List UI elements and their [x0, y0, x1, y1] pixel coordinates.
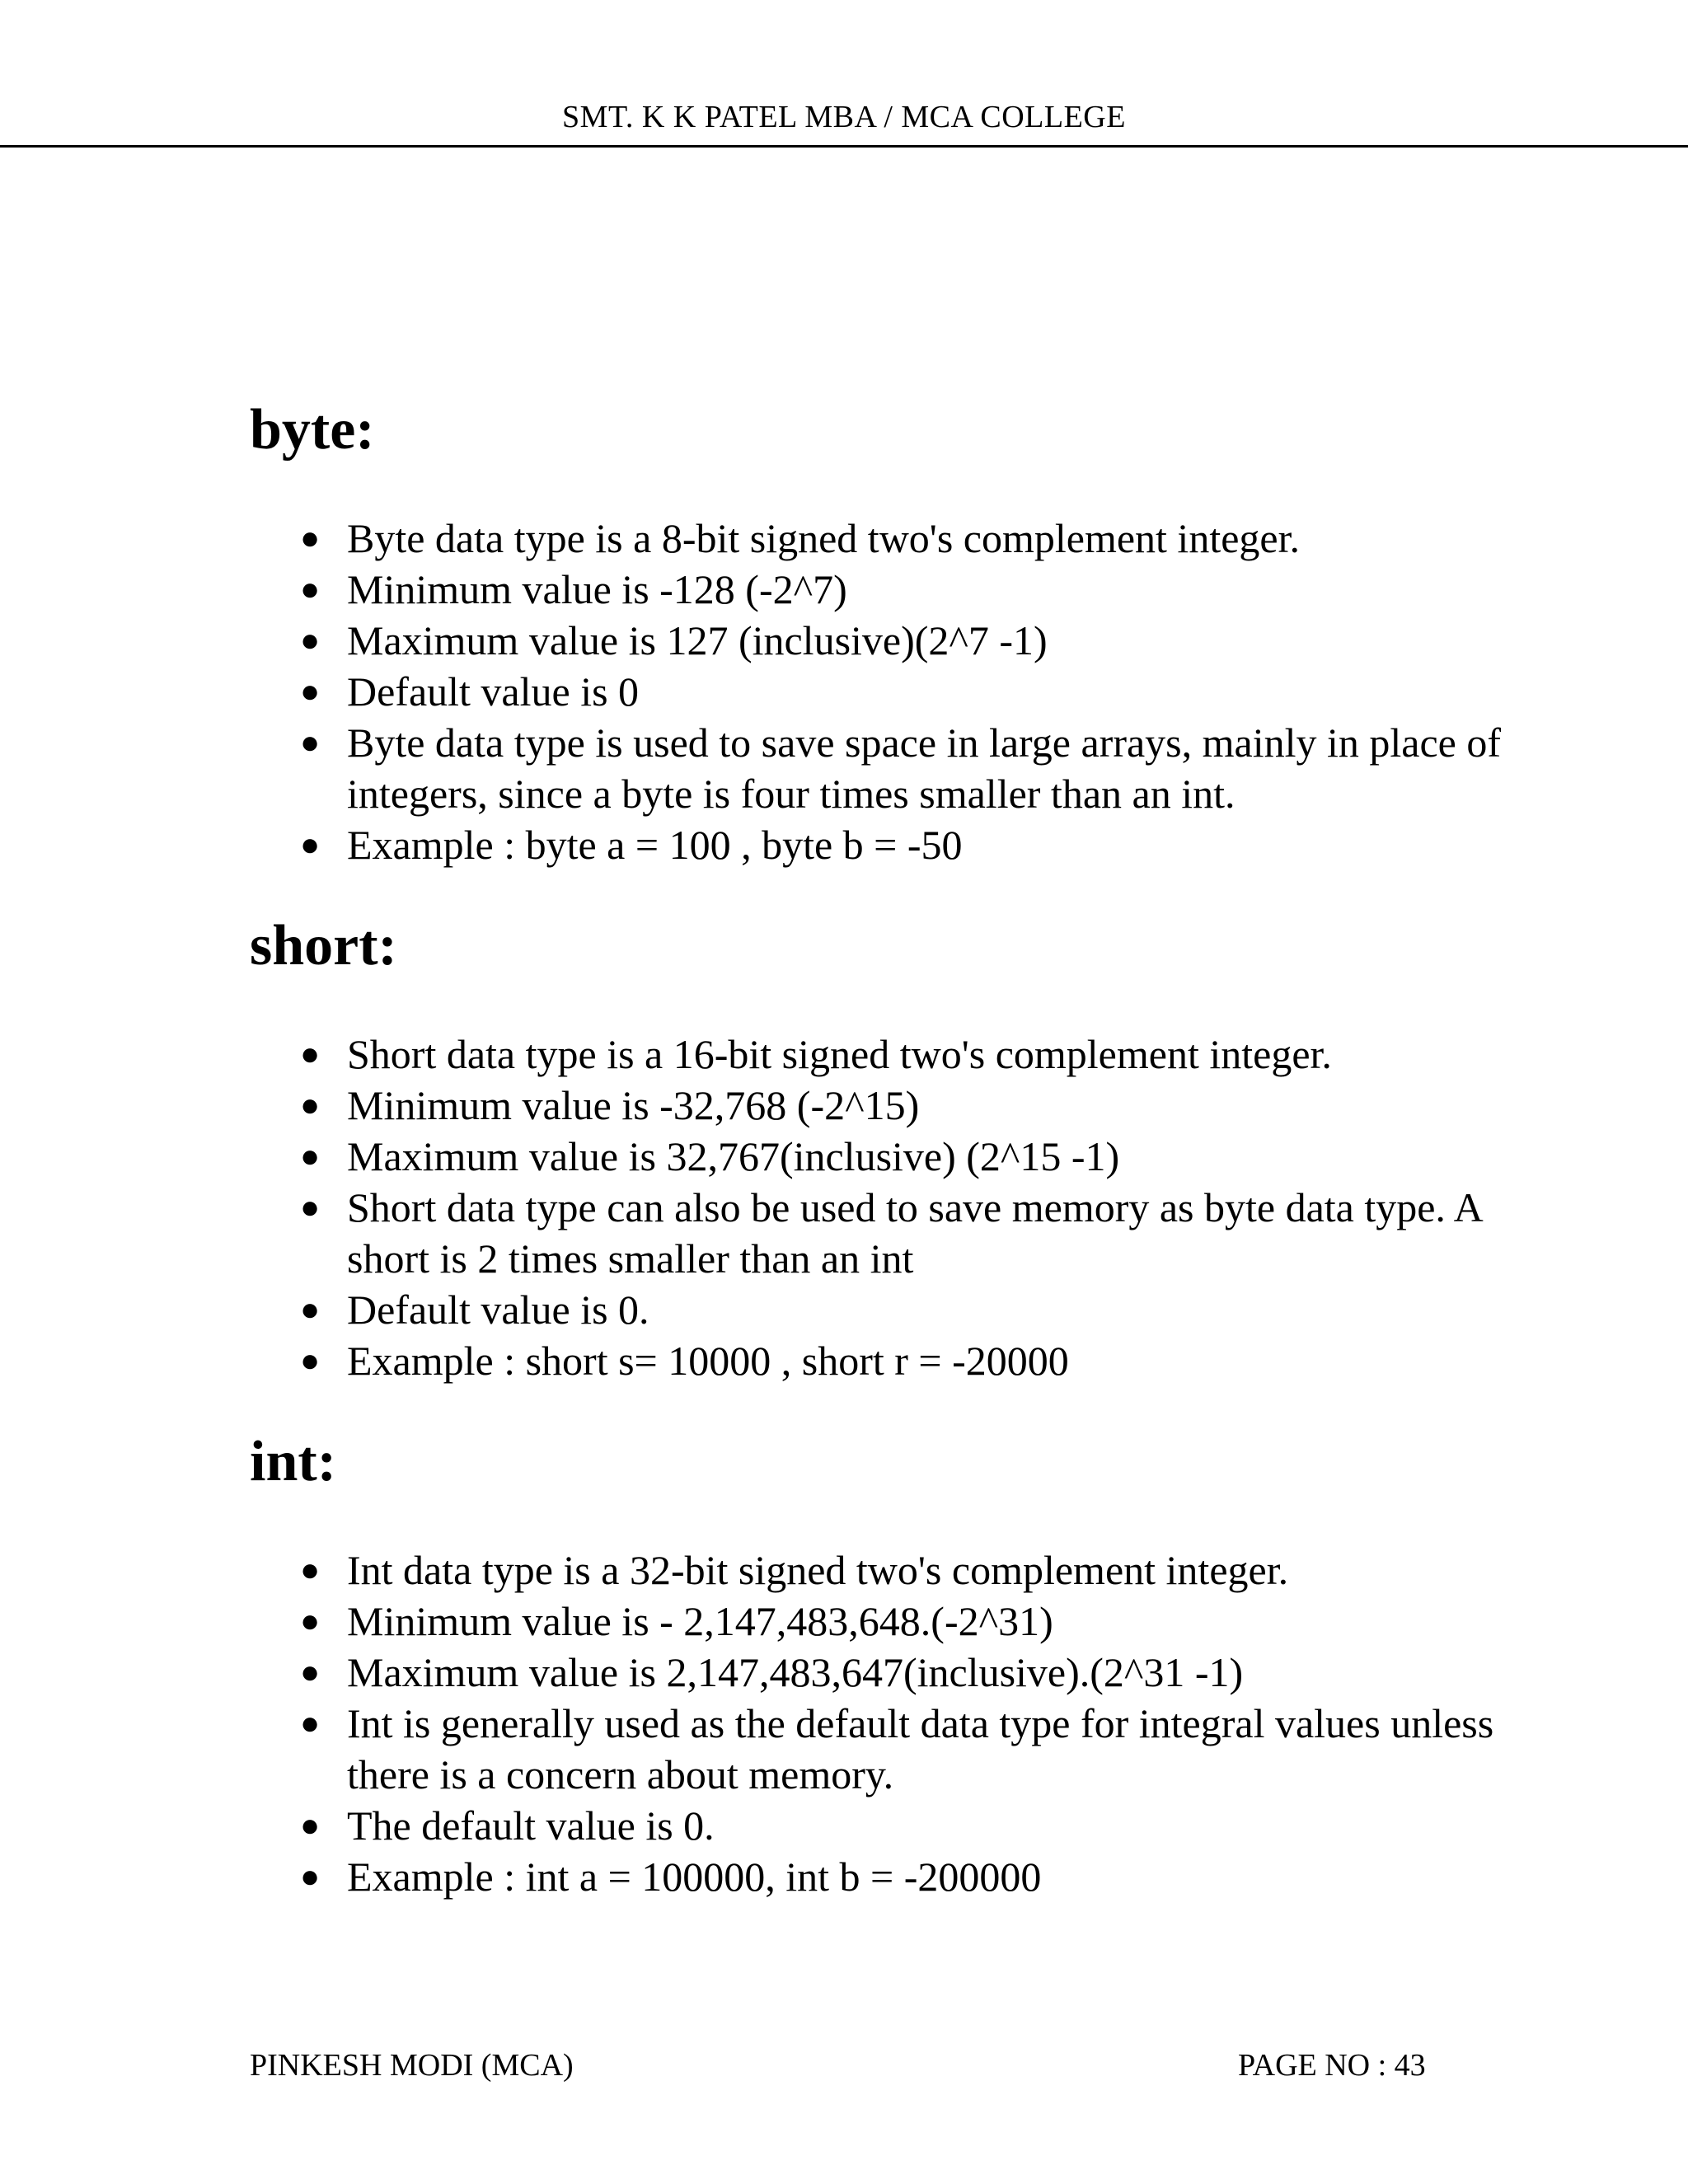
section-heading: short:: [250, 914, 397, 977]
list-item-text: Maximum value is 32,767(inclusive) (2^15 -1): [347, 1133, 1120, 1179]
list-item-text: Int is generally used as the default data type for integral values unless there is a concern about memory.: [347, 1700, 1494, 1797]
bullet-icon: ●: [300, 1137, 321, 1174]
bullet-list: [250, 513, 1568, 870]
list-item-text: Byte data type is used to save space in large arrays, mainly in place of integers, since a byte is four times smaller than an int.: [347, 719, 1501, 817]
list-item: [300, 1851, 1568, 1902]
list-item-text: Default value is 0.: [347, 1286, 649, 1333]
bullet-icon: ●: [300, 1291, 321, 1328]
list-item: [300, 1284, 1568, 1335]
section-short: [250, 913, 1568, 1386]
bullet-icon: ●: [300, 570, 321, 607]
list-item-text: Example : byte a = 100 , byte b = -50: [347, 822, 963, 868]
bullet-icon: ●: [300, 1704, 321, 1741]
bullet-icon: ●: [300, 519, 321, 556]
list-item-text: Int data type is a 32-bit signed two's complement integer.: [347, 1547, 1289, 1593]
bullet-icon: ●: [300, 1807, 321, 1844]
list-item: [300, 1131, 1568, 1182]
document-body: [250, 397, 1568, 1902]
bullet-icon: ●: [300, 1551, 321, 1588]
list-item-text: Short data type can also be used to save memory as byte data type. A short is 2 times smaller than an int: [347, 1184, 1482, 1282]
list-item: [300, 1596, 1568, 1647]
bullet-icon: ●: [300, 724, 321, 761]
list-item: [300, 666, 1568, 717]
bullet-icon: ●: [300, 1035, 321, 1072]
list-item-text: Short data type is a 16-bit signed two's complement integer.: [347, 1031, 1332, 1077]
section-heading: byte:: [250, 398, 375, 462]
bullet-icon: ●: [300, 621, 321, 658]
bullet-list: [250, 1029, 1568, 1386]
list-item-text: Minimum value is - 2,147,483,648.(-2^31): [347, 1598, 1053, 1644]
list-item: [300, 1080, 1568, 1131]
list-item: [300, 1182, 1568, 1284]
list-item: [300, 717, 1568, 819]
bullet-list: [250, 1544, 1568, 1902]
list-item-text: Byte data type is a 8-bit signed two's complement integer.: [347, 515, 1300, 561]
list-item-text: Minimum value is -32,768 (-2^15): [347, 1082, 920, 1128]
footer-author: PINKESH MODI (MCA): [250, 2048, 574, 2083]
bullet-icon: ●: [300, 826, 321, 863]
list-item: [300, 1029, 1568, 1080]
bullet-icon: ●: [300, 1858, 321, 1895]
list-item-text: Minimum value is -128 (-2^7): [347, 566, 847, 612]
list-item: [300, 1544, 1568, 1596]
bullet-icon: ●: [300, 1188, 321, 1226]
footer-page-number: PAGE NO : 43: [1238, 2048, 1426, 2083]
list-item: [300, 1698, 1568, 1800]
list-item-text: Default value is 0: [347, 668, 640, 715]
section-int: [250, 1429, 1568, 1902]
list-item: [300, 1335, 1568, 1386]
list-item-text: Maximum value is 127 (inclusive)(2^7 -1): [347, 617, 1048, 663]
list-item-text: Example : short s= 10000 , short r = -20000: [347, 1338, 1069, 1384]
list-item: [300, 1800, 1568, 1851]
header-divider: [0, 145, 1688, 148]
list-item: [300, 819, 1568, 870]
section-heading: int:: [250, 1430, 336, 1493]
list-item-text: The default value is 0.: [347, 1802, 715, 1849]
bullet-icon: ●: [300, 673, 321, 710]
list-item-text: Example : int a = 100000, int b = -200000: [347, 1854, 1042, 1900]
list-item: [300, 615, 1568, 666]
list-item: [300, 564, 1568, 615]
bullet-icon: ●: [300, 1342, 321, 1379]
bullet-icon: ●: [300, 1602, 321, 1639]
list-item: [300, 1647, 1568, 1698]
bullet-icon: ●: [300, 1086, 321, 1123]
list-item-text: Maximum value is 2,147,483,647(inclusive).(2^31 -1): [347, 1649, 1244, 1695]
bullet-icon: ●: [300, 1653, 321, 1690]
section-byte: [250, 397, 1568, 870]
list-item: [300, 513, 1568, 564]
page-header-title: SMT. K K PATEL MBA / MCA COLLEGE: [562, 100, 1126, 134]
